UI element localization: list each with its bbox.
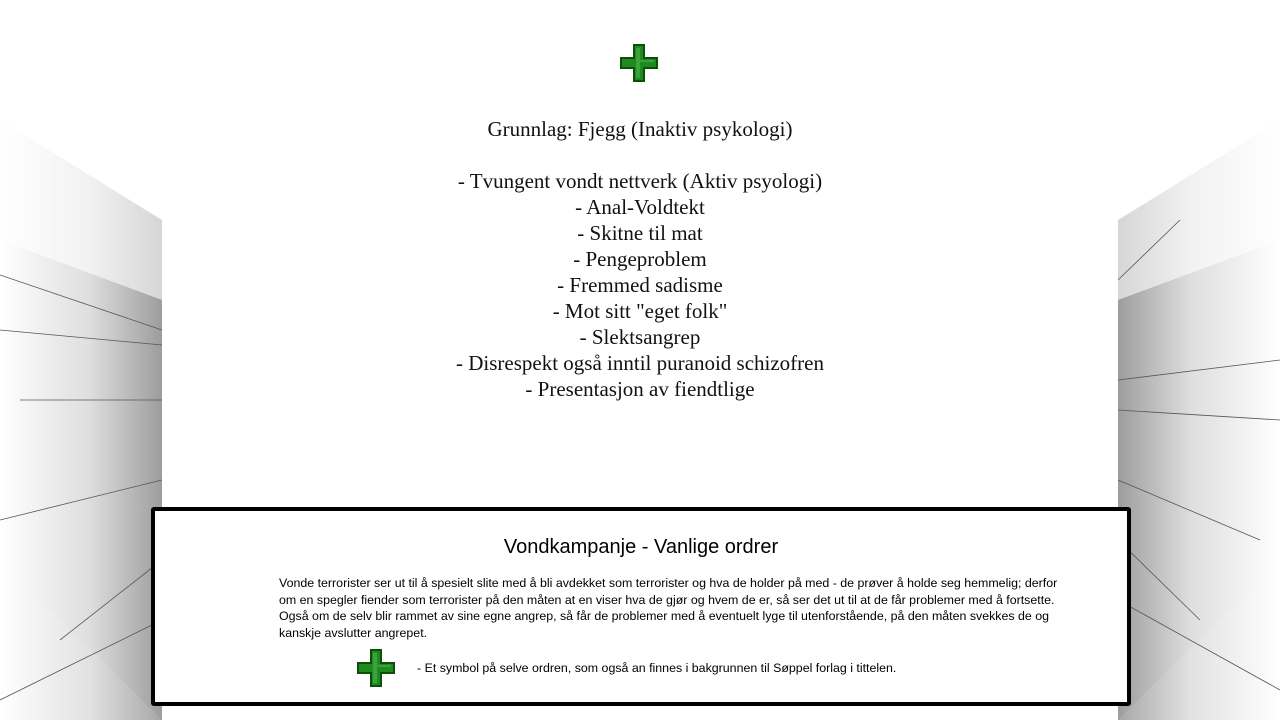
main-text-block — [162, 116, 1118, 402]
list-item: - Slektsangrep — [579, 325, 701, 349]
green-cross-icon — [619, 43, 659, 83]
green-cross-icon — [356, 648, 396, 688]
info-box — [151, 507, 1131, 706]
info-box-body: Vonde terrorister ser ut til å spesielt slite med å bli avdekket som terrorister og hva de holder på med - de prøver å holde seg hemmelig; derfor om en spegler fiender som terrorister på den måten at en viser hva de gjør og hvem de er, så ser det ut til at de får problemer med å fortsette. Også om de selv blir rammet av sine egne angrep, så får de problemer med å eventuelt lyge til utenforstående, på den måten svekkes de og kanskje avslutter angrepet. — [279, 576, 1058, 640]
list-item: - Disrespekt også inntil puranoid schizofren — [456, 351, 824, 375]
list-item: - Presentasjon av fiendtlige — [525, 377, 755, 401]
list-item: - Tvungent vondt nettverk (Aktiv psyologi) — [457, 169, 823, 193]
list-item: - Anal-Voldtekt — [575, 195, 705, 219]
info-box-title: Vondkampanje - Vanlige ordrer — [503, 536, 779, 558]
list-item: - Pengeproblem — [573, 247, 707, 271]
symbol-note: - Et symbol på selve ordren, som også an finnes i bakgrunnen til Søppel forlag i tittelen. — [417, 661, 897, 675]
list-item: - Mot sitt "eget folk" — [552, 299, 728, 323]
list-item: - Fremmed sadisme — [557, 273, 723, 297]
list-item: - Skitne til mat — [577, 221, 703, 245]
main-heading: Grunnlag: Fjegg (Inaktiv psykologi) — [487, 117, 793, 141]
